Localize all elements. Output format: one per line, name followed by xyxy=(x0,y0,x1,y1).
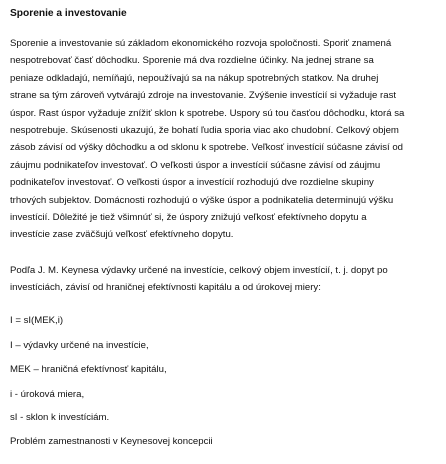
paragraph-savings-investment xyxy=(10,35,440,244)
text-line: úspor. Rast úspor vyžaduje znížiť sklon k spotrebe. Uspory sú tou časťou dôchodku, ktorá sa xyxy=(10,107,405,119)
investment-formula: I = sI(MEK,i) xyxy=(10,315,64,326)
text-line: záujmu podnikateľov investovať. O veľkosti úspor a investícií súčasne závisí od záujmu xyxy=(10,159,381,171)
text-line: Sporenie a investovanie sú základom ekonomického rozvoja spoločnosti. Sporiť znamená xyxy=(10,38,392,49)
text-line: nespotrebuje. Skúsenosti ukazujú, že bohatí ľudia sporia viac ako chudobní. Celkový objem xyxy=(10,124,399,136)
legend-interest-rate: i - úroková miera, xyxy=(10,389,85,400)
document-title: Sporenie a investovanie xyxy=(10,8,127,19)
text-line: trhových subjektov. Domácnosti rozhodujú o výške úspor a podnikatelia determinujú výšku xyxy=(10,194,394,206)
text-line: Podľa J. M. Keynesa výdavky určené na investície, celkový objem investícií, t. j. dopyt po xyxy=(10,265,388,276)
paragraph-keynes xyxy=(10,262,440,297)
text-line: peniaze odkladajú, nemíňajú, nepoužívajú sa na nákup spotrebných statkov. Na druhej xyxy=(10,72,379,84)
text-line: strane sa tým zároveň vytvárajú zdroje na investovanie. Zvýšenie investícií si vyžaduje rast xyxy=(10,90,397,102)
text-line: investíciách, závisí od hraničnej efektívnosti kapitálu a od úrokovej miery: xyxy=(10,282,321,294)
text-line: investície zase zväčšujú veľkosť efektívneho dopytu. xyxy=(10,229,234,241)
legend-mek: MEK – hraničná efektívnosť kapitálu, xyxy=(10,364,167,375)
text-line: zásob závisí od výšky dôchodku a od sklonu k spotrebe. Veľkosť investícií súčasne závisí od xyxy=(10,142,404,154)
legend-investment: I – výdavky určené na investície, xyxy=(10,340,149,351)
text-line: nespotrebovať časť dôchodku. Sporenie má dva rozdielne účinky. Na jednej strane sa xyxy=(10,55,374,67)
legend-propensity: sI - sklon k investíciám. xyxy=(10,412,110,423)
section-heading-employment: Problém zamestnanosti v Keynesovej koncepcii xyxy=(10,436,213,447)
text-line: podnikateľov investovať. O veľkosti úspor a investícií rozhodujú dve rozdielne skupiny xyxy=(10,177,374,189)
text-line: investícií. Dôležité je tiež všimnúť si, že úspory znižujú veľkosť efektívneho dopytu a xyxy=(10,211,367,223)
